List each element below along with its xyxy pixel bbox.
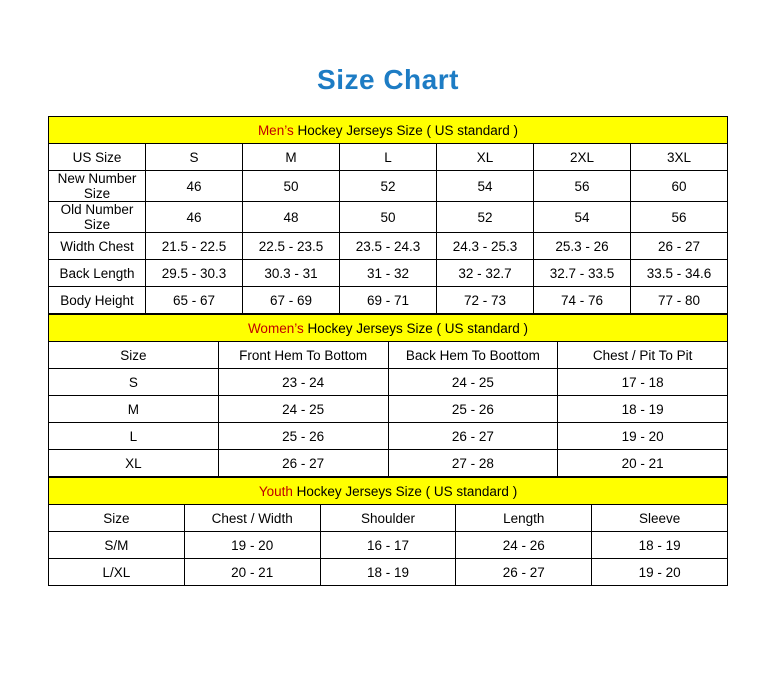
youth-header-row: [49, 505, 728, 532]
cell: 25 - 26: [218, 423, 388, 450]
mens-header-cell: 2XL: [534, 144, 631, 171]
cell: 32 - 32.7: [437, 260, 534, 287]
table-row: [49, 171, 728, 202]
table-row: [49, 532, 728, 559]
cell: 23.5 - 24.3: [340, 233, 437, 260]
cell: 54: [437, 171, 534, 202]
row-label: Old Number Size: [49, 202, 146, 233]
mens-header-cell: M: [243, 144, 340, 171]
mens-header-cell: S: [146, 144, 243, 171]
cell: 17 - 18: [558, 369, 728, 396]
table-row: [49, 450, 728, 477]
row-label: M: [49, 396, 219, 423]
table-row: [49, 369, 728, 396]
row-label: L/XL: [49, 559, 185, 586]
cell: 24 - 25: [388, 369, 558, 396]
mens-banner-accent: Men’s: [257, 122, 294, 138]
womens-header-cell: Back Hem To Boottom: [388, 342, 558, 369]
table-row: [49, 423, 728, 450]
cell: 27 - 28: [388, 450, 558, 477]
mens-header-cell: US Size: [49, 144, 146, 171]
youth-banner-accent: Youth: [258, 483, 293, 499]
cell: 26 - 27: [456, 559, 592, 586]
table-row: [49, 233, 728, 260]
cell: 46: [146, 202, 243, 233]
tables-container: [48, 116, 728, 586]
womens-banner-row: [49, 315, 728, 342]
cell: 77 - 80: [631, 287, 728, 314]
cell: 74 - 76: [534, 287, 631, 314]
cell: 29.5 - 30.3: [146, 260, 243, 287]
cell: 25 - 26: [388, 396, 558, 423]
cell: 31 - 32: [340, 260, 437, 287]
table-row: [49, 559, 728, 586]
cell: 46: [146, 171, 243, 202]
youth-header-cell: Length: [456, 505, 592, 532]
womens-header-cell: Front Hem To Bottom: [218, 342, 388, 369]
cell: 48: [243, 202, 340, 233]
cell: 21.5 - 22.5: [146, 233, 243, 260]
cell: 56: [631, 202, 728, 233]
cell: 26 - 27: [631, 233, 728, 260]
cell: 16 - 17: [320, 532, 456, 559]
youth-header-cell: Shoulder: [320, 505, 456, 532]
row-label: Back Length: [49, 260, 146, 287]
mens-size-table: [48, 116, 728, 314]
cell: 24 - 26: [456, 532, 592, 559]
row-label: Width Chest: [49, 233, 146, 260]
cell: 69 - 71: [340, 287, 437, 314]
cell: 26 - 27: [388, 423, 558, 450]
row-label: XL: [49, 450, 219, 477]
cell: 56: [534, 171, 631, 202]
cell: 72 - 73: [437, 287, 534, 314]
row-label: Body Height: [49, 287, 146, 314]
youth-banner-row: [49, 478, 728, 505]
cell: 25.3 - 26: [534, 233, 631, 260]
mens-header-cell: XL: [437, 144, 534, 171]
row-label: S/M: [49, 532, 185, 559]
cell: 18 - 19: [592, 532, 728, 559]
cell: 50: [243, 171, 340, 202]
cell: 52: [340, 171, 437, 202]
mens-header-row: [49, 144, 728, 171]
cell: 32.7 - 33.5: [534, 260, 631, 287]
cell: 24.3 - 25.3: [437, 233, 534, 260]
cell: 60: [631, 171, 728, 202]
cell: 18 - 19: [558, 396, 728, 423]
row-label: New Number Size: [49, 171, 146, 202]
cell: 20 - 21: [184, 559, 320, 586]
table-row: [49, 396, 728, 423]
womens-header-cell: Chest / Pit To Pit: [558, 342, 728, 369]
cell: 50: [340, 202, 437, 233]
womens-size-table: [48, 314, 728, 477]
cell: 26 - 27: [218, 450, 388, 477]
cell: 18 - 19: [320, 559, 456, 586]
cell: 30.3 - 31: [243, 260, 340, 287]
cell: 54: [534, 202, 631, 233]
page-title: Size Chart: [317, 64, 459, 95]
mens-banner: [49, 117, 728, 144]
youth-header-cell: Chest / Width: [184, 505, 320, 532]
row-label: S: [49, 369, 219, 396]
womens-header-cell: Size: [49, 342, 219, 369]
youth-banner: [49, 478, 728, 505]
womens-banner: [49, 315, 728, 342]
table-row: [49, 260, 728, 287]
cell: 33.5 - 34.6: [631, 260, 728, 287]
youth-size-table: [48, 477, 728, 586]
cell: 65 - 67: [146, 287, 243, 314]
youth-banner-rest: Hockey Jerseys Size ( US standard ): [292, 483, 518, 499]
cell: 20 - 21: [558, 450, 728, 477]
mens-header-cell: 3XL: [631, 144, 728, 171]
cell: 52: [437, 202, 534, 233]
cell: 19 - 20: [558, 423, 728, 450]
cell: 19 - 20: [184, 532, 320, 559]
mens-header-cell: L: [340, 144, 437, 171]
cell: 24 - 25: [218, 396, 388, 423]
youth-header-cell: Size: [49, 505, 185, 532]
womens-banner-rest: Hockey Jerseys Size ( US standard ): [303, 320, 529, 336]
cell: 67 - 69: [243, 287, 340, 314]
table-row: [49, 287, 728, 314]
youth-header-cell: Sleeve: [592, 505, 728, 532]
mens-banner-rest: Hockey Jerseys Size ( US standard ): [293, 122, 519, 138]
cell: 22.5 - 23.5: [243, 233, 340, 260]
table-row: [49, 202, 728, 233]
cell: 19 - 20: [592, 559, 728, 586]
womens-banner-accent: Women’s: [247, 320, 304, 336]
mens-banner-row: [49, 117, 728, 144]
row-label: L: [49, 423, 219, 450]
womens-header-row: [49, 342, 728, 369]
cell: 23 - 24: [218, 369, 388, 396]
